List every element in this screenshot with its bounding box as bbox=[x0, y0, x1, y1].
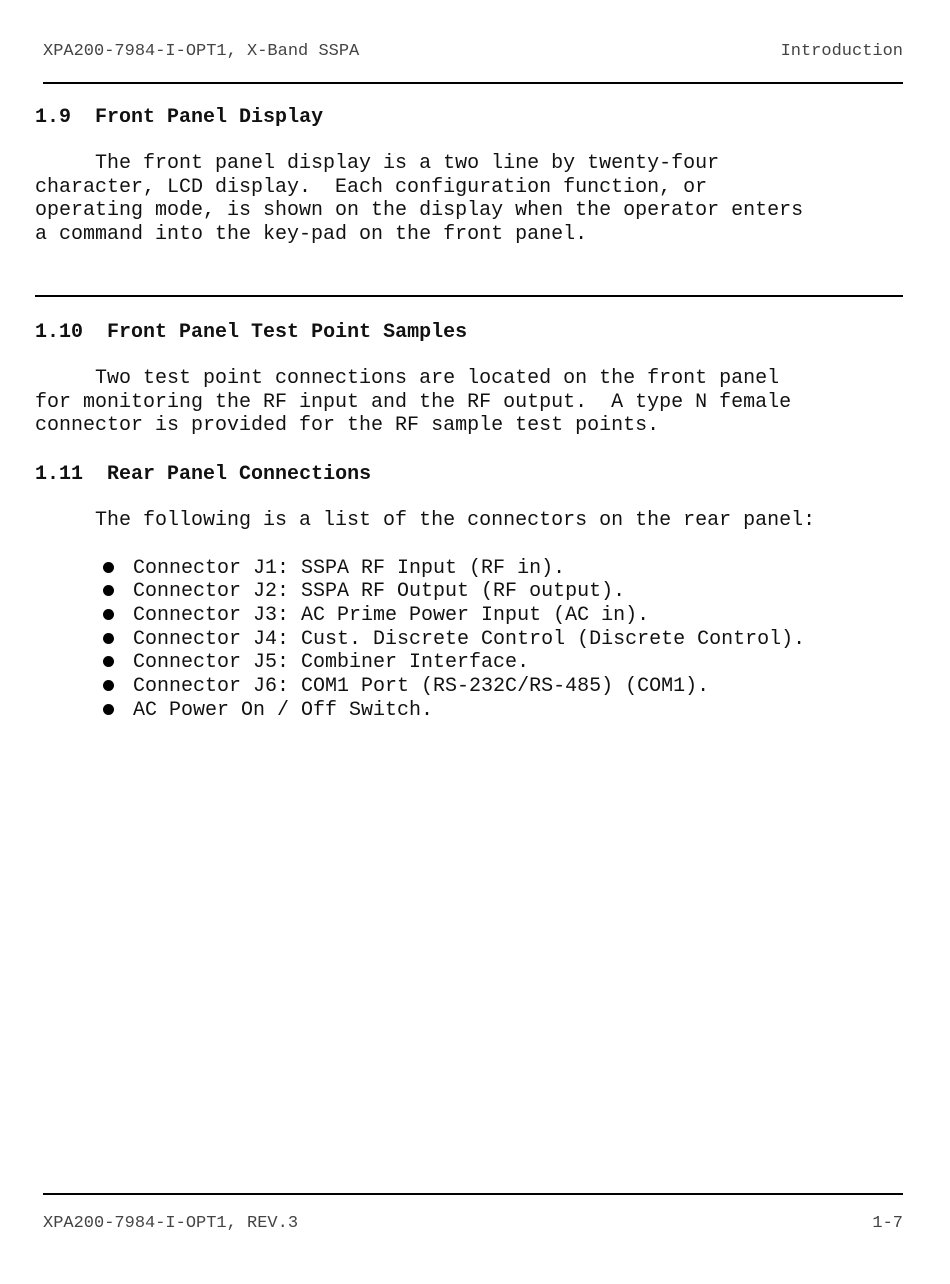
list-item bbox=[101, 557, 903, 581]
paragraph-line: connector is provided for the RF sample test points. bbox=[35, 414, 660, 438]
section-number: 1.10 bbox=[35, 320, 84, 344]
bullet-icon bbox=[103, 656, 114, 667]
section-title: Front Panel Test Point Samples bbox=[107, 320, 468, 344]
list-item bbox=[101, 651, 903, 675]
list-item-text: Connector J1: SSPA RF Input (RF in). bbox=[133, 556, 566, 580]
list-item-text: Connector J2: SSPA RF Output (RF output). bbox=[133, 580, 626, 604]
paragraph-line: for monitoring the RF input and the RF output. A type N female bbox=[35, 390, 792, 414]
bullet-icon bbox=[103, 704, 114, 715]
section-number: 1.11 bbox=[35, 462, 84, 486]
page-number: 1-7 bbox=[872, 1214, 903, 1233]
paragraph-line: The following is a list of the connectors on the rear panel: bbox=[35, 508, 816, 532]
section-title: Rear Panel Connections bbox=[107, 462, 372, 486]
page-content bbox=[35, 104, 903, 723]
section-title: Front Panel Display bbox=[95, 106, 324, 129]
page-footer bbox=[43, 1193, 903, 1235]
chapter-title: Introduction bbox=[780, 42, 903, 61]
list-item-text: Connector J6: COM1 Port (RS-232C/RS-485) (COM1). bbox=[133, 675, 710, 699]
paragraph-line: character, LCD display. Each configuration function, or bbox=[35, 175, 708, 199]
section-heading-1-9 bbox=[35, 104, 903, 132]
list-item bbox=[101, 604, 903, 628]
paragraph-line: operating mode, is shown on the display when the operator enters bbox=[35, 199, 804, 223]
list-item-text: Connector J5: Combiner Interface. bbox=[133, 651, 530, 675]
connector-list bbox=[101, 557, 903, 723]
bullet-icon bbox=[103, 562, 114, 573]
page-header bbox=[43, 42, 903, 84]
section-heading-1-10 bbox=[35, 319, 903, 347]
list-item bbox=[101, 628, 903, 652]
section-number: 1.9 bbox=[35, 106, 72, 129]
section-1-9 bbox=[35, 104, 903, 247]
list-item-text: AC Power On / Off Switch. bbox=[133, 698, 434, 722]
list-item bbox=[101, 580, 903, 604]
bullet-icon bbox=[103, 680, 114, 691]
document-title: XPA200-7984-I-OPT1, X-Band SSPA bbox=[43, 42, 360, 61]
bullet-icon bbox=[103, 609, 114, 620]
section-heading-1-11 bbox=[35, 461, 903, 489]
list-item bbox=[101, 699, 903, 723]
paragraph-line: The front panel display is a two line by twenty-four bbox=[35, 152, 720, 175]
list-item-text: Connector J4: Cust. Discrete Control (Discrete Control). bbox=[133, 627, 806, 651]
bullet-icon bbox=[103, 585, 114, 596]
document-revision: XPA200-7984-I-OPT1, REV.3 bbox=[43, 1214, 299, 1233]
list-item bbox=[101, 675, 903, 699]
list-item-text: Connector J3: AC Prime Power Input (AC in). bbox=[133, 604, 650, 628]
section-1-11 bbox=[35, 461, 903, 723]
paragraph-line: a command into the key-pad on the front panel. bbox=[35, 223, 588, 247]
paragraph-line: Two test point connections are located on the front panel bbox=[35, 366, 780, 390]
bullet-icon bbox=[103, 633, 114, 644]
section-1-10 bbox=[35, 319, 903, 438]
